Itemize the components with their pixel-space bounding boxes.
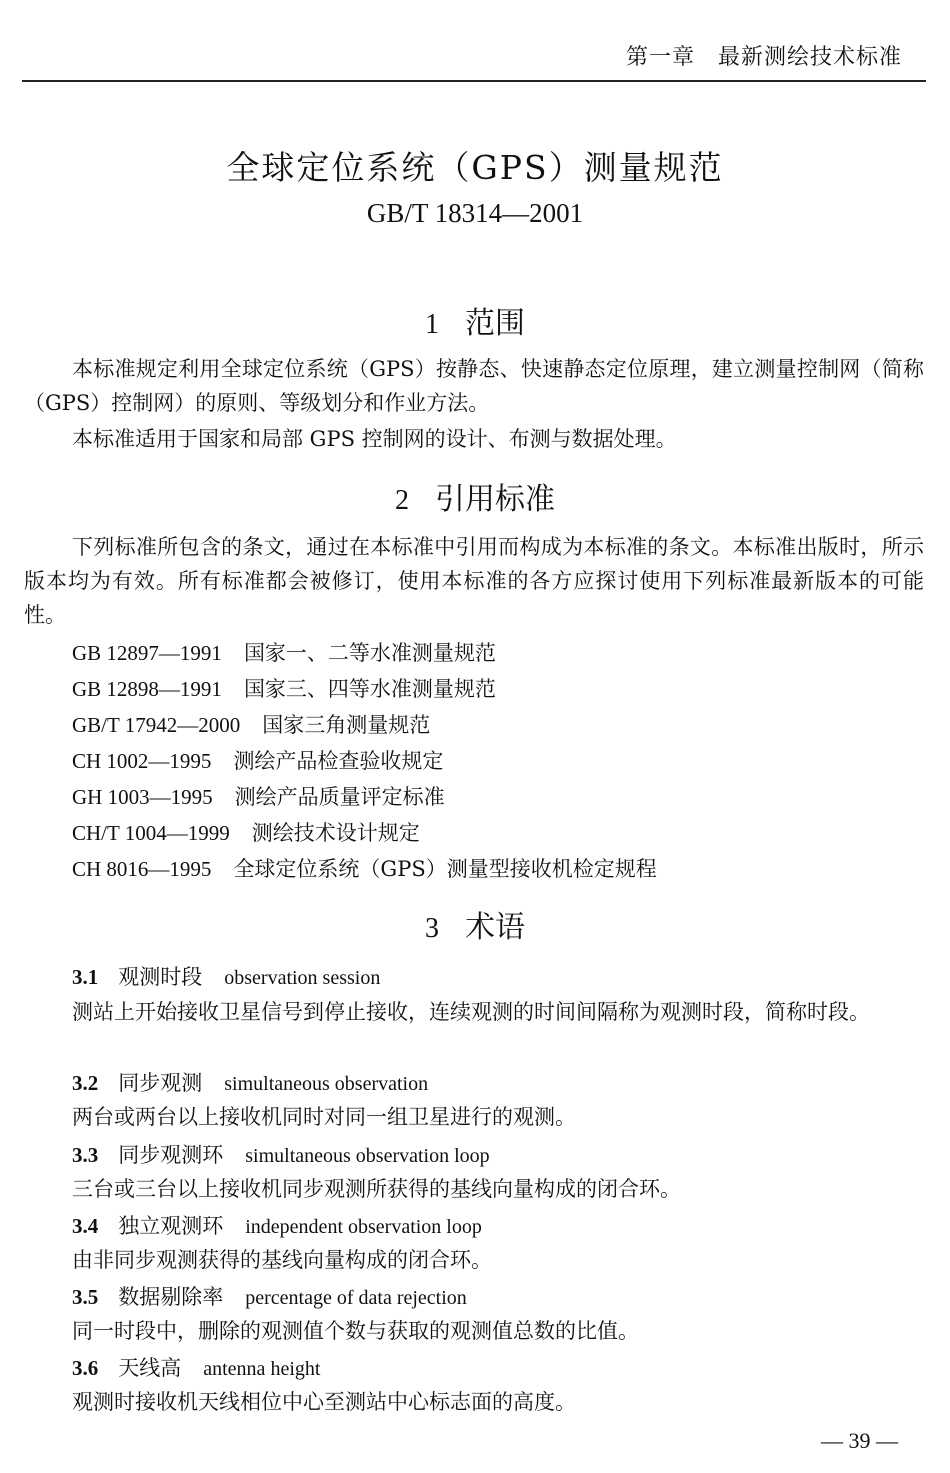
reference-code: GB/T 17942—2000: [72, 713, 241, 737]
reference-name: 测绘产品质量评定标准: [234, 785, 445, 809]
reference-name: 国家三角测量规范: [262, 713, 431, 737]
term-definition: 两台或两台以上接收机同时对同一组卫星进行的观测。: [72, 1105, 576, 1129]
section-heading: [0, 902, 950, 946]
reference-item: [72, 638, 496, 668]
section-heading: [0, 298, 950, 342]
term-heading: [72, 962, 380, 993]
term-definition: 三台或三台以上接收机同步观测所获得的基线向量构成的闭合环。: [72, 1177, 681, 1201]
reference-code: CH 8016—1995: [72, 857, 212, 881]
reference-item: [72, 818, 420, 848]
term-definition: 由非同步观测获得的基线向量构成的闭合环。: [72, 1248, 492, 1272]
section-number: 3: [425, 913, 439, 944]
section-number: 2: [395, 485, 409, 516]
reference-name: 测绘产品检查验收规定: [233, 749, 444, 773]
term-heading: [72, 1282, 467, 1313]
term-en: antenna height: [203, 1358, 321, 1380]
term-zh: 观测时段: [118, 965, 203, 989]
reference-name: 国家三、四等水准测量规范: [243, 677, 496, 701]
term-heading: [72, 1068, 428, 1099]
term-zh: 数据剔除率: [118, 1285, 224, 1309]
term-zh: 天线高: [118, 1356, 182, 1380]
section-title: 术语: [465, 910, 525, 945]
paragraph: 本标准规定利用全球定位系统（GPS）按静态、快速静态定位原理，建立测量控制网（简称（GPS）控制网）的原则、等级划分和作业方法。: [24, 357, 924, 415]
reference-item: [72, 782, 445, 812]
term-zh: 同步观测环: [118, 1143, 224, 1167]
term-zh: 独立观测环: [118, 1214, 224, 1238]
paragraph: 本标准适用于国家和局部 GPS 控制网的设计、布测与数据处理。: [72, 427, 677, 451]
term-en: independent observation loop: [245, 1216, 482, 1238]
term-number: 3.5: [72, 1285, 99, 1309]
section-title: 范围: [465, 306, 525, 341]
section-heading: [0, 474, 950, 518]
term-number: 3.6: [72, 1356, 99, 1380]
header-rule: [22, 80, 926, 82]
term-number: 3.3: [72, 1143, 99, 1167]
term-heading: [72, 1140, 490, 1171]
reference-name: 测绘技术设计规定: [251, 821, 420, 845]
reference-name: 国家一、二等水准测量规范: [243, 641, 496, 665]
reference-code: CH 1002—1995: [72, 749, 212, 773]
term-definition: 测站上开始接收卫星信号到停止接收，连续观测的时间间隔称为观测时段，简称时段。: [72, 1000, 870, 1024]
term-heading: [72, 1211, 482, 1242]
term-en: percentage of data rejection: [245, 1287, 467, 1309]
term-heading: [72, 1353, 320, 1384]
term-zh: 同步观测: [118, 1071, 203, 1095]
reference-item: [72, 710, 430, 740]
page-number: — 39 —: [821, 1428, 898, 1453]
term-definition: 观测时接收机天线相位中心至测站中心标志面的高度。: [72, 1390, 576, 1414]
term-en: simultaneous observation: [224, 1073, 429, 1095]
term-en: observation session: [224, 967, 381, 989]
reference-code: CH/T 1004—1999: [72, 821, 230, 845]
document-title: 全球定位系统（GPS）测量规范: [226, 148, 724, 187]
reference-name: 全球定位系统（GPS）测量型接收机检定规程: [233, 857, 657, 881]
reference-item: [72, 854, 657, 884]
document-code: GB/T 18314—2001: [366, 198, 584, 228]
reference-code: GB 12898—1991: [72, 677, 222, 701]
term-definition: 同一时段中，删除的观测值个数与获取的观测值总数的比值。: [72, 1319, 639, 1343]
reference-item: [72, 674, 496, 704]
section-number: 1: [425, 309, 439, 340]
reference-item: [72, 746, 443, 776]
term-en: simultaneous observation loop: [245, 1145, 490, 1167]
term-number: 3.1: [72, 965, 99, 989]
paragraph: 下列标准所包含的条文，通过在本标准中引用而构成为本标准的条文。本标准出版时，所示版本均为有效。所有标准都会被修订，使用本标准的各方应探讨使用下列标准最新版本的可能性。: [24, 535, 924, 627]
reference-code: GH 1003—1995: [72, 785, 213, 809]
reference-code: GB 12897—1991: [72, 641, 222, 665]
term-number: 3.2: [72, 1071, 99, 1095]
section-title: 引用标准: [435, 482, 555, 517]
term-number: 3.4: [72, 1214, 99, 1238]
running-header: 第一章 最新测绘技术标准: [625, 45, 902, 70]
